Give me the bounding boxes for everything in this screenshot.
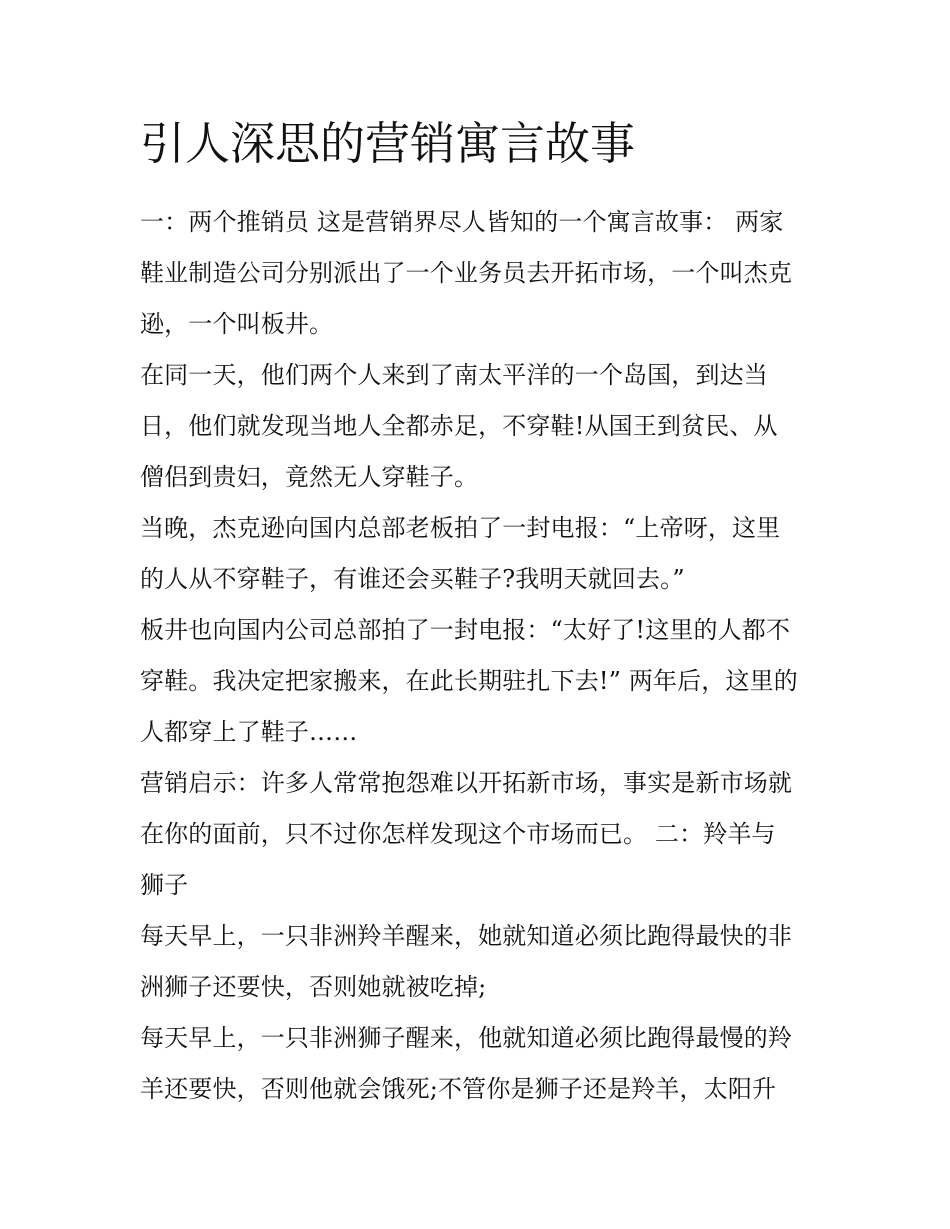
paragraph-antelope xyxy=(140,911,820,1013)
text-line: 日，他们就发现当地人全都赤足，不穿鞋!从国王到贫民、从 xyxy=(140,412,778,440)
text-line: 羊还要快，否则他就会饿死;不管你是狮子还是羚羊，太阳升 xyxy=(140,1075,777,1103)
text-line: 的人从不穿鞋子，有谁还会买鞋子?我明天就回去。” xyxy=(140,565,685,593)
text-line: 每天早上，一只非洲羚羊醒来，她就知道必须比跑得最快的非 xyxy=(140,922,793,950)
text-line: 逊，一个叫板井。 xyxy=(140,310,334,338)
text-line: 在你的面前，只不过你怎样发现这个市场而已。 二：羚羊与 xyxy=(140,820,776,848)
text-line: 营销启示：许多人常常抱怨难以开拓新市场，事实是新市场就 xyxy=(140,769,793,797)
text-line: 狮子 xyxy=(140,871,189,899)
text-line: 板井也向国内公司总部拍了一封电报：“太好了!这里的人都不 xyxy=(140,616,791,644)
document-title: 引人深思的营销寓言故事 xyxy=(140,117,636,170)
text-line: 在同一天，他们两个人来到了南太平洋的一个岛国，到达当 xyxy=(140,361,768,389)
text-line: 鞋业制造公司分别派出了一个业务员去开拓市场，一个叫杰克 xyxy=(140,259,793,287)
paragraph-itai-telegram xyxy=(140,605,820,758)
text-line: 当晚，杰克逊向国内总部老板拍了一封电报：“上帝呀，这里 xyxy=(140,514,781,542)
text-line: 人都穿上了鞋子…… xyxy=(140,718,358,746)
paragraph-lion xyxy=(140,1013,820,1115)
document-body xyxy=(140,197,820,1115)
text-line: 僧侣到贵妇，竟然无人穿鞋子。 xyxy=(140,463,479,491)
paragraph-marketing-insight xyxy=(140,758,820,911)
text-line: 一：两个推销员 这是营销界尽人皆知的一个寓言故事： 两家 xyxy=(140,208,784,236)
text-line: 穿鞋。我决定把家搬来，在此长期驻扎下去!” 两年后，这里的 xyxy=(140,667,798,695)
text-line: 洲狮子还要快，否则她就被吃掉; xyxy=(140,973,487,1001)
paragraph-two-salesmen xyxy=(140,197,820,350)
text-line: 每天早上，一只非洲狮子醒来，他就知道必须比跑得最慢的羚 xyxy=(140,1024,793,1052)
paragraph-jackson-telegram xyxy=(140,503,820,605)
paragraph-island-arrival xyxy=(140,350,820,503)
